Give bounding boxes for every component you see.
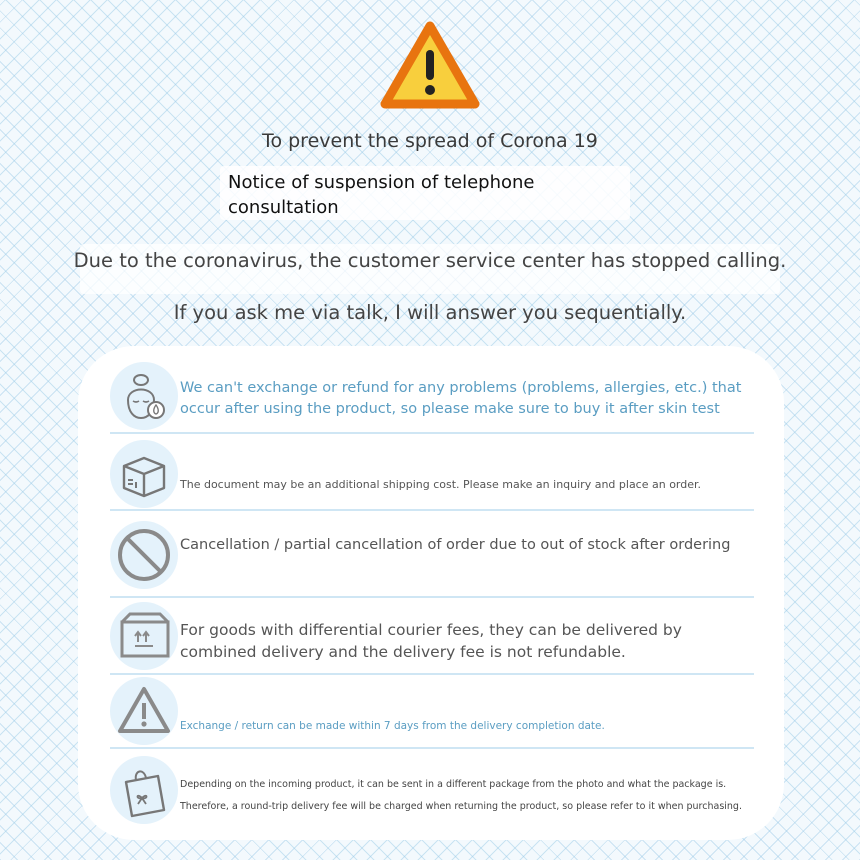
service-stopped-text: Due to the coronavirus, the customer service center has stopped calling. [73,249,787,272]
prohibited-icon [110,521,178,589]
notice-text-line: Depending on the incoming product, it can be sent in a different package from the photo and what the package is. [180,779,727,790]
notice-item-skin-test [110,360,754,434]
box-icon [110,440,178,508]
gift-bag-icon [110,756,178,824]
page-title: To prevent the spread of Corona 19 [262,130,598,152]
talk-inquiry-text: If you ask me via talk, I will answer you sequentially. [173,301,687,324]
face-care-icon [110,362,178,430]
notice-text-line: Therefore, a round-trip delivery fee will be charged when returning the product, so please refer to it when purchasing. [180,801,742,812]
notice-item-cancellation [110,511,754,598]
notice-item-courier-fees [110,598,754,675]
warning-icon [110,677,178,745]
notice-item-shipping-cost [110,434,754,511]
notice-text: We can't exchange or refund for any problems (problems, allergies, etc.) that occur after using the product, so please make sure to buy it after skin test [180,380,742,417]
notice-heading: Notice of suspension of telephone consultation [228,172,535,218]
notice-text: The document may be an additional shipping cost. Please make an inquiry and place an order. [180,478,702,491]
warning-triangle-icon [379,20,481,112]
notice-text: For goods with differential courier fees, they can be delivered by combined delivery and the delivery fee is not refundable. [180,621,682,661]
notice-text: Exchange / return can be made within 7 days from the delivery completion date. [180,720,605,732]
notice-text [180,774,754,818]
notice-item-packaging [110,750,754,830]
notice-text: Cancellation / partial cancellation of order due to out of stock after ordering [180,537,731,553]
package-arrows-icon [110,602,178,670]
notice-item-return-window [110,675,754,749]
